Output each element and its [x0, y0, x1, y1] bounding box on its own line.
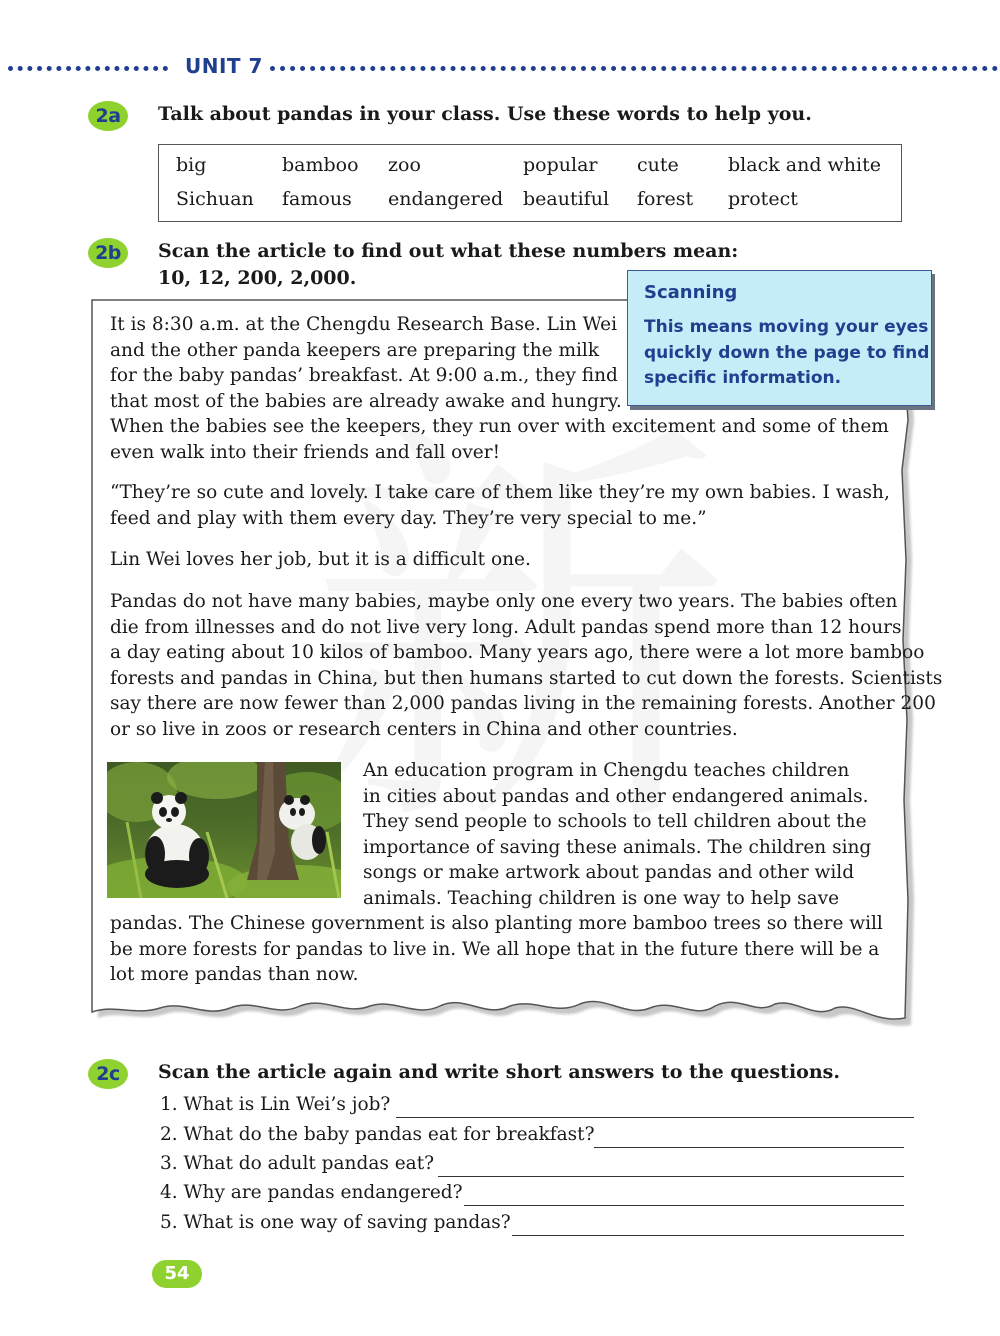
- article-paragraph-4: [110, 589, 942, 742]
- question-row: [160, 1182, 906, 1210]
- question-row: [160, 1094, 916, 1122]
- tip-body: [644, 315, 929, 392]
- article-line: for the baby pandas’ breakfast. At 9:00 a.m., they find: [110, 365, 618, 386]
- article-line: importance of saving these animals. The children sing: [363, 836, 872, 858]
- answer-line[interactable]: [512, 1235, 904, 1236]
- question-row: [160, 1124, 906, 1152]
- answer-line[interactable]: [594, 1147, 904, 1148]
- article-line: When the babies see the keepers, they run over with excitement and some of them: [110, 416, 889, 437]
- answer-line[interactable]: [396, 1117, 914, 1118]
- word: beautiful: [523, 188, 610, 210]
- article-line: that most of the babies are already awake and hungry.: [110, 390, 622, 412]
- article-line: pandas. The Chinese government is also planting more bamboo trees so there will: [110, 913, 883, 934]
- instruction-2c: Scan the article again and write short answers to the questions.: [158, 1061, 840, 1083]
- article-line: forests and pandas in China, but then humans started to cut down the forests. Scientists: [110, 667, 943, 689]
- article-line: and the other panda keepers are preparing the milk: [110, 339, 600, 361]
- article-line: say there are now fewer than 2,000 pandas living in the remaining forests. Another 200: [110, 693, 936, 714]
- article-paragraph-2: [110, 480, 890, 531]
- tip-line: quickly down the page to find: [644, 342, 930, 363]
- question-text: 2. What do the baby pandas eat for breakfast?: [160, 1124, 595, 1145]
- word: bamboo: [282, 154, 359, 176]
- unit-title: UNIT 7: [185, 54, 263, 78]
- article-paragraph-5a: [363, 758, 871, 911]
- word: popular: [523, 154, 598, 176]
- article-line: They send people to schools to tell children about the: [363, 811, 867, 832]
- word: Sichuan: [176, 188, 254, 210]
- word: famous: [282, 188, 352, 210]
- badge-2b: 2b: [88, 238, 128, 268]
- article-line: animals. Teaching children is one way to help save: [363, 887, 840, 909]
- panda-photo: [107, 762, 341, 898]
- answer-line[interactable]: [438, 1176, 904, 1177]
- answer-line[interactable]: [464, 1205, 904, 1206]
- article-line: It is 8:30 a.m. at the Chengdu Research Base. Lin Wei: [110, 314, 618, 335]
- question-text: 1. What is Lin Wei’s job?: [160, 1094, 391, 1115]
- tip-title: Scanning: [644, 282, 738, 303]
- article-line: or so live in zoos or research centers in China and other countries.: [110, 718, 738, 740]
- question-row: [160, 1153, 906, 1181]
- question-text: 5. What is one way of saving pandas?: [160, 1212, 511, 1233]
- instruction-2a: Talk about pandas in your class. Use these words to help you.: [158, 103, 812, 125]
- article-line: be more forests for pandas to live in. We all hope that in the future there will be a: [110, 938, 880, 960]
- question-text: 3. What do adult pandas eat?: [160, 1153, 435, 1174]
- word: cute: [637, 154, 679, 176]
- page-number: 54: [152, 1260, 202, 1288]
- article-paragraph-3: [110, 547, 531, 573]
- article-line: An education program in Chengdu teaches children: [363, 760, 850, 781]
- word: protect: [728, 188, 798, 210]
- article-paragraph-5b: [110, 911, 883, 988]
- article-line: even walk into their friends and fall over!: [110, 441, 500, 463]
- tip-line: This means moving your eyes: [644, 317, 929, 337]
- tip-line: specific information.: [644, 368, 842, 388]
- instruction-2b-line1: Scan the article to find out what these numbers mean:: [158, 240, 739, 262]
- article-line: songs or make artwork about pandas and other wild: [363, 862, 855, 883]
- question-text: 4. Why are pandas endangered?: [160, 1182, 463, 1203]
- word: endangered: [388, 188, 504, 210]
- word: forest: [637, 188, 694, 210]
- article-line: feed and play with them every day. They’re very special to me.”: [110, 507, 707, 529]
- article-line: Pandas do not have many babies, maybe only one every two years. The babies often: [110, 591, 898, 612]
- badge-2c: 2c: [88, 1059, 128, 1089]
- article-line: a day eating about 10 kilos of bamboo. Many years ago, there were a lot more bamboo: [110, 642, 925, 663]
- article-line: Lin Wei loves her job, but it is a difficult one.: [110, 549, 531, 570]
- word: zoo: [388, 154, 421, 176]
- badge-2a: 2a: [88, 101, 128, 131]
- question-row: [160, 1212, 906, 1240]
- article-line: die from illnesses and do not live very long. Adult pandas spend more than 12 hours: [110, 616, 902, 638]
- scanning-tip-box: [627, 270, 932, 406]
- article-line: in cities about pandas and other endangered animals.: [363, 785, 869, 807]
- word: big: [176, 154, 207, 176]
- word: black and white: [728, 154, 881, 176]
- instruction-2b-line2: 10, 12, 200, 2,000.: [158, 267, 357, 289]
- article-line: lot more pandas than now.: [110, 964, 359, 985]
- article-line: “They’re so cute and lovely. I take care of them like they’re my own babies. I wash,: [110, 482, 890, 503]
